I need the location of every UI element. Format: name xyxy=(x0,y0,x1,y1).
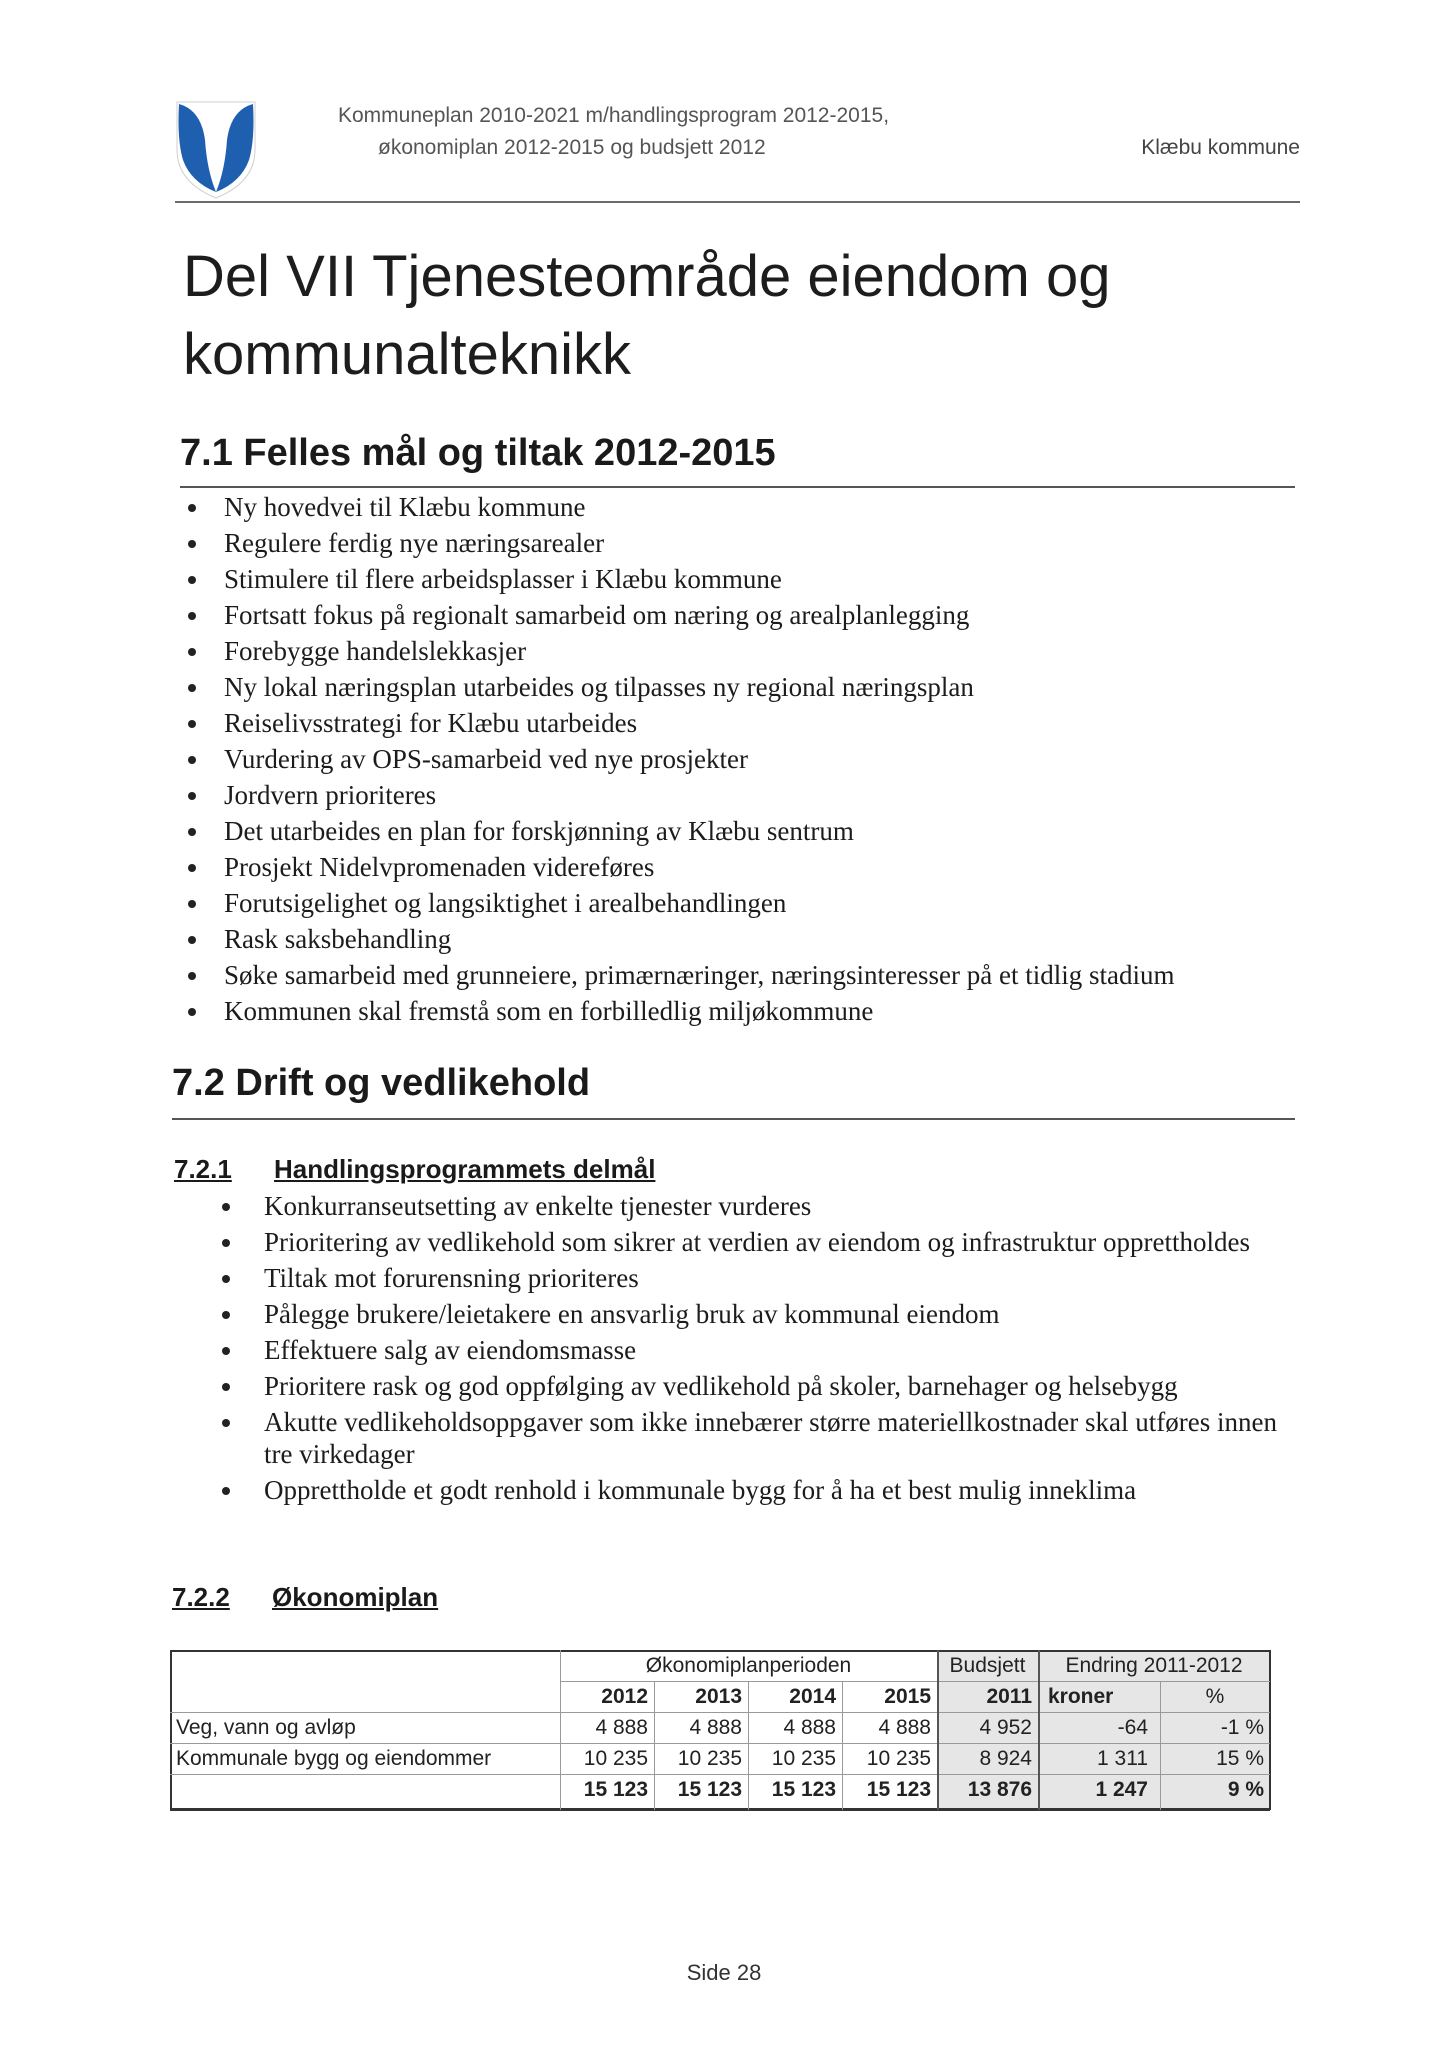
bullet-icon xyxy=(188,1008,196,1016)
list-item-text: Pålegge brukere/leietakere en ansvarlig bruk av kommunal eiendom xyxy=(264,1299,1000,1329)
list-item-text: Forutsigelighet og langsiktighet i arealbehandlingen xyxy=(224,888,787,918)
subsection-title: Handlingsprogrammets delmål xyxy=(274,1154,656,1184)
table-cell: 10 235 xyxy=(583,1747,648,1770)
total-cell: 9 % xyxy=(1227,1778,1264,1801)
list-item-text: Forebygge handelslekkasjer xyxy=(224,636,527,666)
table-cell: 4 888 xyxy=(689,1716,742,1739)
list-item-text: Jordvern prioriteres xyxy=(224,780,437,810)
header-divider xyxy=(175,201,1300,203)
list-item-text: Ny hovedvei til Klæbu kommune xyxy=(224,492,586,522)
list-item xyxy=(222,1190,1282,1222)
total-cell: 15 123 xyxy=(771,1778,836,1801)
table-cell: -1 % xyxy=(1220,1716,1264,1739)
list-item-text: Prioritering av vedlikehold som sikrer at verdien av eiendom og infrastruktur opprettholdes xyxy=(264,1227,1251,1257)
list-item-text: Akutte vedlikeholdsoppgaver som ikke innebærer større materiellkostnader skal utføres innen tre virkedager xyxy=(264,1407,1277,1469)
subsection-title: Økonomiplan xyxy=(272,1582,439,1612)
bullet-icon xyxy=(188,972,196,980)
table-rule xyxy=(170,1774,1270,1775)
list-item xyxy=(222,1370,1282,1402)
list-item-text: Kommunen skal fremstå som en forbilledlig miljøkommune xyxy=(224,996,874,1026)
list-item-text: Effektuere salg av eiendomsmasse xyxy=(264,1335,637,1365)
table-border-top xyxy=(170,1650,1270,1652)
table-cell: 1 311 xyxy=(1097,1747,1148,1770)
header-change-group: Endring 2011-2012 xyxy=(1065,1654,1243,1677)
list-item-text: Søke samarbeid med grunneiere, primærnæringer, næringsinteresser på et tidlig stadium xyxy=(224,960,1175,990)
list-item-text: Det utarbeides en plan for forskjønning av Klæbu sentrum xyxy=(224,816,854,846)
section-7-1-goal-list xyxy=(188,489,1318,1029)
total-cell: 15 123 xyxy=(866,1778,931,1801)
section-7-2-heading: 7.2 Drift og vedlikehold xyxy=(172,1062,591,1104)
subsection-7-2-2-heading xyxy=(172,1582,438,1613)
table-cell: -64 xyxy=(1117,1716,1148,1739)
bullet-icon xyxy=(188,576,196,584)
header-period-group: Økonomiplanperioden xyxy=(645,1654,852,1677)
list-item xyxy=(188,597,1318,633)
list-item-text: Konkurranseutsetting av enkelte tjenester vurderes xyxy=(264,1191,812,1221)
bullet-icon xyxy=(188,756,196,764)
bullet-icon xyxy=(188,792,196,800)
list-item xyxy=(188,813,1318,849)
list-item-text: Tiltak mot forurensning prioriteres xyxy=(264,1263,639,1293)
header-budget-group: Budsjett xyxy=(949,1654,1026,1677)
table-cell: 8 924 xyxy=(979,1747,1032,1770)
list-item xyxy=(222,1334,1282,1366)
list-item xyxy=(222,1474,1282,1506)
header-change-percent: % xyxy=(1205,1685,1225,1708)
bullet-icon xyxy=(188,900,196,908)
table-cell: 15 % xyxy=(1216,1747,1264,1770)
bullet-icon xyxy=(188,936,196,944)
subsection-7-2-1-goal-list xyxy=(222,1190,1282,1510)
list-item xyxy=(188,705,1318,741)
header-budget-year: 2011 xyxy=(986,1685,1032,1708)
table-rule xyxy=(560,1681,1270,1682)
list-item xyxy=(188,849,1318,885)
bullet-icon xyxy=(222,1203,230,1211)
bullet-icon xyxy=(222,1383,230,1391)
list-item-text: Prosjekt Nidelvpromenaden videreføres xyxy=(224,852,655,882)
bullet-icon xyxy=(188,504,196,512)
list-item xyxy=(188,741,1318,777)
total-cell: 1 247 xyxy=(1095,1778,1148,1801)
total-cell: 15 123 xyxy=(583,1778,648,1801)
table-cell: 10 235 xyxy=(677,1747,742,1770)
klaebu-coat-of-arms-logo xyxy=(175,100,257,200)
table-rule xyxy=(170,1712,1270,1713)
page-number: Side 28 xyxy=(686,1960,762,1985)
header-change-kroner: kroner xyxy=(1048,1685,1114,1708)
row-label: Kommunale bygg og eiendommer xyxy=(176,1747,492,1770)
header-year-2015: 2015 xyxy=(884,1685,931,1708)
table-border-left xyxy=(170,1650,172,1810)
list-item xyxy=(222,1226,1282,1258)
list-item-text: Fortsatt fokus på regionalt samarbeid om næring og arealplanlegging xyxy=(224,600,970,630)
list-item-text: Regulere ferdig nye næringsarealer xyxy=(224,528,605,558)
bullet-icon xyxy=(188,612,196,620)
total-cell: 13 876 xyxy=(967,1778,1032,1801)
table-cell: 10 235 xyxy=(771,1747,836,1770)
list-item-text: Rask saksbehandling xyxy=(224,924,452,954)
bullet-icon xyxy=(222,1275,230,1283)
bullet-icon xyxy=(222,1311,230,1319)
header-document-title-line2: økonomiplan 2012-2015 og budsjett 2012 xyxy=(378,136,766,159)
section-7-1-heading: 7.1 Felles mål og tiltak 2012-2015 xyxy=(180,432,776,474)
bullet-icon xyxy=(188,864,196,872)
header-document-title-line1: Kommuneplan 2010-2021 m/handlingsprogram 2012-2015, xyxy=(338,104,890,127)
subsection-number: 7.2.1 xyxy=(174,1154,232,1184)
table-cell: 4 888 xyxy=(783,1716,836,1739)
list-item xyxy=(188,489,1318,525)
section-7-1-divider xyxy=(180,486,1295,488)
bullet-icon xyxy=(188,828,196,836)
bullet-icon xyxy=(188,540,196,548)
bullet-icon xyxy=(188,720,196,728)
list-item xyxy=(188,525,1318,561)
bullet-icon xyxy=(222,1419,230,1427)
table-cell: 10 235 xyxy=(866,1747,931,1770)
section-7-2-divider xyxy=(172,1118,1295,1120)
subsection-number: 7.2.2 xyxy=(172,1582,230,1612)
table-cell: 4 952 xyxy=(979,1716,1032,1739)
list-item xyxy=(188,885,1318,921)
economy-plan-table xyxy=(170,1650,1270,1810)
list-item xyxy=(188,777,1318,813)
list-item xyxy=(188,561,1318,597)
list-item-text: Stimulere til flere arbeidsplasser i Klæbu kommune xyxy=(224,564,782,594)
header-year-2013: 2013 xyxy=(695,1685,742,1708)
table-rule xyxy=(170,1743,1270,1744)
list-item xyxy=(188,993,1318,1029)
bullet-icon xyxy=(222,1239,230,1247)
bullet-icon xyxy=(222,1487,230,1495)
list-item xyxy=(188,633,1318,669)
list-item-text: Prioritere rask og god oppfølging av vedlikehold på skoler, barnehager og helsebygg xyxy=(264,1371,1178,1401)
list-item xyxy=(222,1406,1282,1470)
bullet-icon xyxy=(222,1347,230,1355)
table-border-bottom xyxy=(170,1808,1270,1811)
list-item xyxy=(188,669,1318,705)
list-item xyxy=(222,1262,1282,1294)
subsection-7-2-1-heading xyxy=(174,1154,655,1185)
page-title: Del VII Tjenesteområde eiendom og kommunalteknikk xyxy=(183,244,1111,387)
list-item xyxy=(188,957,1318,993)
row-label: Veg, vann og avløp xyxy=(176,1716,356,1739)
bullet-icon xyxy=(188,684,196,692)
list-item-text: Reiselivsstrategi for Klæbu utarbeides xyxy=(224,708,638,738)
list-item-text: Vurdering av OPS-samarbeid ved nye prosjekter xyxy=(224,744,748,774)
table-cell: 4 888 xyxy=(595,1716,648,1739)
table-cell: 4 888 xyxy=(878,1716,931,1739)
header-organization: Klæbu kommune xyxy=(1141,136,1300,159)
list-item-text: Opprettholde et godt renhold i kommunale bygg for å ha et best mulig inneklima xyxy=(264,1475,1137,1505)
bullet-icon xyxy=(188,648,196,656)
header-year-2012: 2012 xyxy=(601,1685,648,1708)
list-item-text: Ny lokal næringsplan utarbeides og tilpasses ny regional næringsplan xyxy=(224,672,974,702)
list-item xyxy=(188,921,1318,957)
header-year-2014: 2014 xyxy=(789,1685,836,1708)
total-cell: 15 123 xyxy=(677,1778,742,1801)
list-item xyxy=(222,1298,1282,1330)
